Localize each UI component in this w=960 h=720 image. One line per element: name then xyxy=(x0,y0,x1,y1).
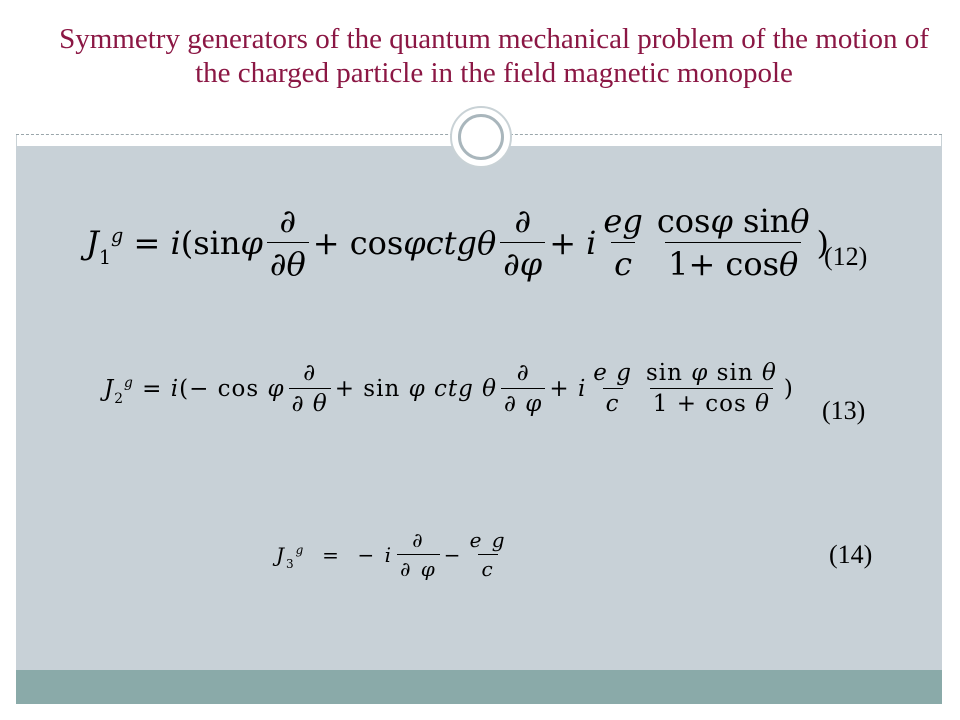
footer-bar xyxy=(16,670,942,704)
equation-13: $J_2^g$ = i(− cos φ $\frac{\partial}{\partial \theta}$ + sin φ ctg θ $\frac{\partial}{\partial \varphi}$ + i $\frac{\text{e g}}{c}$ $\frac{\text{sin φ sin θ}}{\text{1 + cos θ}}$ ) xyxy=(104,360,794,417)
equation-14: $J_3^g$ = − i $\frac{\partial}{\partial \varphi}$ − $\frac{\text{e g}}{c}$ xyxy=(276,528,507,581)
equation-number: (14) xyxy=(829,540,873,569)
equation-number: (13) xyxy=(822,396,866,425)
equation-number: (12) xyxy=(824,242,868,271)
slide-title: Symmetry generators of the quantum mechanical problem of the motion of the charged particle in the field magnetic monopole xyxy=(59,23,929,89)
equation-12: $J_1^g$ = i(sinφ $\frac{\partial}{\partial\theta}$ + cosφctgθ $\frac{\partial}{\partial\varphi}$ + i $\frac{eg}{c}$ $\frac{\text{cosφ sinθ}}{1+ \cos\theta}$ ) xyxy=(86,202,830,283)
circle-ornament-inner xyxy=(458,114,504,160)
